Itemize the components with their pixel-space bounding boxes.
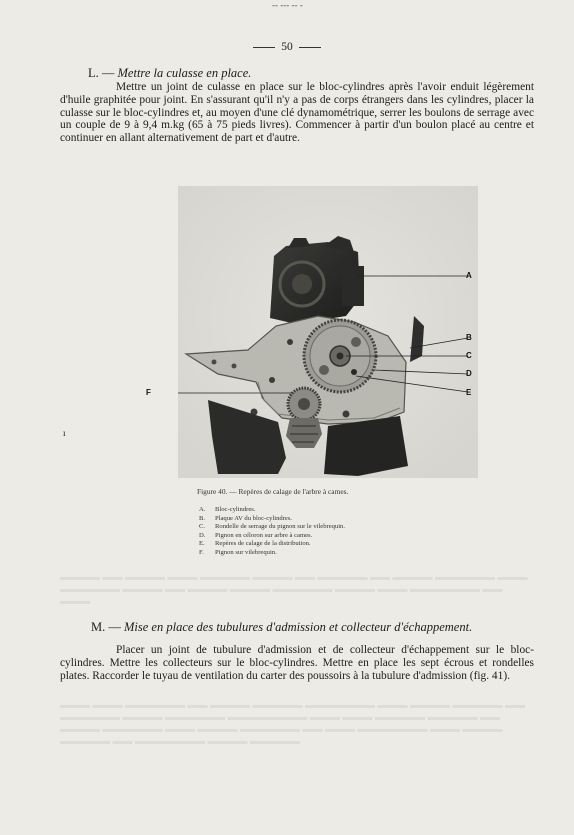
legend-text: Rondelle de serrage du pignon sur le vilebrequin. — [215, 523, 346, 530]
legend-text: Bloc-cylindres. — [215, 506, 256, 513]
block-side-bracket — [342, 266, 364, 306]
page-number-dash-right — [299, 47, 321, 48]
legend-item — [199, 549, 345, 558]
legend-text: Pignon sur vilebrequin. — [215, 548, 277, 556]
page-number-value: 50 — [281, 41, 293, 53]
legend-key: B. — [199, 514, 206, 522]
plate-rivet — [212, 360, 217, 365]
page-number — [0, 41, 574, 53]
plate-bolt — [269, 377, 275, 383]
legend-key: D. — [199, 531, 206, 539]
section-m-title: Mise en place des tubulures d'admission et collecteur d'échappement. — [124, 620, 473, 634]
section-m-label: M. — — [91, 620, 121, 634]
legend-key: E. — [199, 540, 205, 547]
plate-bolt — [343, 411, 350, 418]
legend-item — [199, 532, 345, 541]
oil-pan — [324, 416, 408, 476]
section-l-paragraph: Mettre un joint de culasse en place sur le bloc-cylindres après l'avoir enduit légèrement d'huile graphitée pour joint. En s'assurant qu'il n'y a pas de corps étrangers dans les cylindres, placer la culasse sur le bloc-cylindres et, au moyen d'une clé dynamométrique, serrer les boulons de serrage avec un couple de 9 à 9,4 m.kg (65 à 75 pieds livres). Commencer à partir d'un boulon placé au centre et continuer en allant alternativement de part et d'autre. — [60, 81, 534, 145]
figure-legend — [199, 506, 345, 557]
camshaft-gear-hole — [319, 365, 329, 375]
block-round-plate-hub — [292, 274, 312, 294]
legend-item — [199, 515, 345, 524]
legend-text: Repères de calage de la distribution. — [215, 540, 311, 547]
bleed-through-upper: ▬▬▬▬ ▬▬ ▬▬▬▬ ▬▬▬ ▬▬▬▬▬ ▬▬▬▬ ▬▬ ▬▬▬▬▬ ▬▬ ▬▬▬▬ ▬▬▬▬▬▬ ▬▬▬ ▬▬▬▬▬▬ ▬▬▬▬ ▬▬ ▬▬▬▬ ▬▬▬▬ ▬▬▬▬▬▬ ▬▬▬▬ ▬▬▬ ▬▬▬▬▬▬▬ ▬▬ ▬▬▬ — [60, 572, 528, 607]
callout-b: B — [466, 333, 472, 342]
camshaft-gear-hole — [351, 337, 361, 347]
legend-key: F. — [199, 548, 204, 556]
section-l-heading — [88, 66, 251, 81]
crankshaft-gear-hub — [298, 398, 310, 410]
legend-item — [199, 506, 345, 515]
page-number-dash-left — [253, 47, 275, 48]
legend-text: Pignon en céloron sur arbre à cames. — [215, 531, 313, 539]
callout-d: D — [466, 369, 472, 378]
timing-mark-dot — [351, 369, 357, 375]
section-m-paragraph: Placer un joint de tubulure d'admission et de collecteur d'échappement sur le bloc-cylindres. Mettre les collecteurs sur le bloc-cylindres. Mettre en place les sept écrous et rondelles plates. Raccorder le tuyau de ventilation du carter des poussoirs à la tubulure d'admission (fig. 41). — [60, 644, 534, 682]
legend-item — [199, 523, 345, 532]
callout-f: F — [146, 388, 151, 397]
callout-c: C — [466, 351, 472, 360]
legend-text: Plaque AV du bloc-cylindres. — [215, 514, 293, 522]
engine-figure — [178, 186, 478, 478]
legend-item — [199, 540, 345, 549]
engine-photo — [178, 186, 478, 478]
bleed-through-lower: ▬▬▬ ▬▬▬ ▬▬▬▬▬▬ ▬▬ ▬▬▬▬ ▬▬▬▬▬ ▬▬▬▬▬▬▬ ▬▬▬ ▬▬▬▬ ▬▬▬▬▬ ▬▬ ▬▬▬▬▬▬ ▬▬▬▬ ▬▬▬▬▬▬ ▬▬▬▬▬▬▬▬ ▬▬▬ ▬▬▬ ▬▬▬▬▬ ▬▬▬▬▬ ▬▬ ▬▬▬▬ ▬▬▬▬▬▬ ▬▬▬ ▬▬▬▬ ▬▬▬▬▬▬ ▬▬ ▬▬▬ ▬▬▬▬▬▬▬ ▬▬▬ ▬▬▬▬ ▬▬▬▬▬ ▬▬ ▬▬▬▬▬▬▬ ▬▬▬▬ ▬▬▬▬▬ — [60, 700, 525, 747]
plate-bolt — [287, 339, 293, 345]
section-l-title: Mettre la culasse en place. — [117, 66, 252, 80]
callout-e: E — [466, 388, 472, 397]
section-l-label: L. — — [88, 66, 115, 80]
figure-caption: Figure 40. — Repères de calage de l'arbre à cames. — [197, 487, 349, 496]
top-cut-text: -- --- -- - — [272, 0, 303, 10]
callout-a: A — [466, 271, 472, 280]
plate-rivet — [232, 364, 237, 369]
section-m-heading — [91, 620, 472, 635]
legend-key: A. — [199, 506, 206, 513]
camshaft-gear-center — [337, 353, 344, 360]
legend-key: C. — [199, 523, 206, 530]
margin-mark: ı — [63, 428, 66, 438]
